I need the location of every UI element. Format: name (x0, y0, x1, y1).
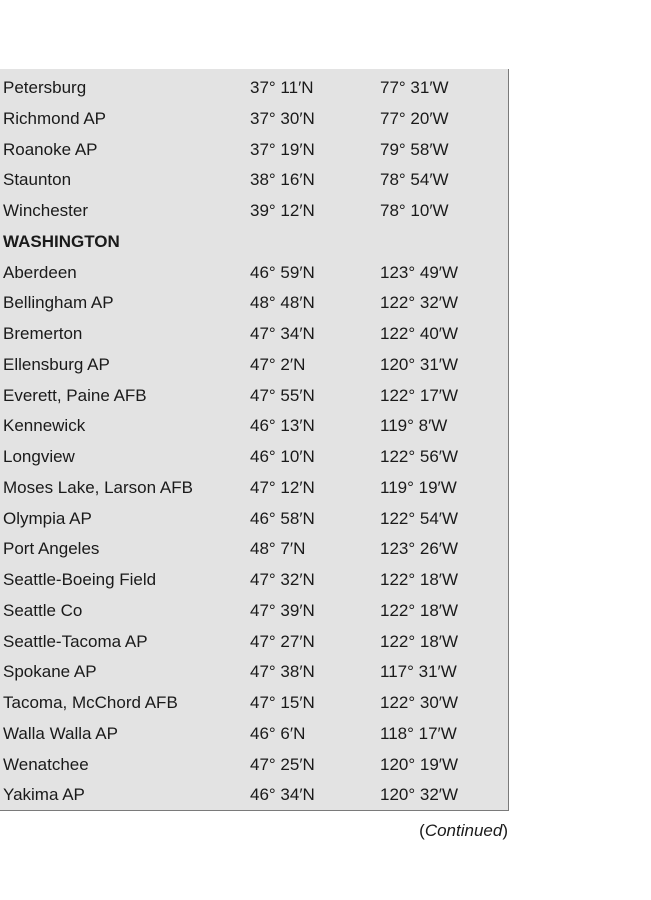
city-name: Petersburg (3, 78, 87, 97)
table-body (0, 73, 508, 811)
table-row (0, 350, 508, 381)
location-table (0, 69, 509, 811)
table-row (0, 688, 508, 719)
longitude-cell: 119° 8′W (380, 416, 448, 436)
longitude-cell: 122° 40′W (380, 324, 459, 343)
table-row (0, 534, 508, 565)
longitude-cell: 122° 18′W (380, 570, 459, 589)
longitude-cell: 123° 26′W (380, 539, 459, 559)
latitude-cell: 47° 12′N (250, 477, 315, 497)
longitude-cell: 122° 17′W (380, 385, 459, 405)
latitude-cell: 47° 2′N (250, 354, 306, 374)
latitude-cell: 47° 34′N (250, 324, 315, 343)
table-row (0, 135, 508, 166)
latitude-cell: 47° 25′N (250, 754, 315, 774)
city-name: Staunton (3, 170, 72, 190)
longitude-cell: 78° 54′W (380, 170, 449, 190)
table-row (0, 165, 508, 196)
latitude-cell: 39° 12′N (250, 201, 315, 220)
table-row (0, 381, 508, 412)
city-name: Longview (3, 447, 75, 466)
latitude-cell: 37° 11′N (250, 78, 314, 97)
table-row (0, 719, 508, 750)
latitude-cell: 47° 55′N (250, 385, 315, 405)
state-name: WASHINGTON (3, 231, 120, 251)
latitude-cell: 46° 13′N (250, 416, 315, 436)
table-row (0, 750, 508, 781)
city-name: Yakima AP (3, 785, 85, 805)
latitude-cell: 47° 38′N (250, 662, 315, 682)
longitude-cell: 123° 49′W (380, 262, 459, 282)
longitude-cell: 122° 32′W (380, 293, 459, 313)
table-row (0, 73, 508, 104)
city-name: Walla Walla AP (3, 723, 118, 743)
longitude-cell: 122° 56′W (380, 447, 459, 466)
table-row (0, 596, 508, 627)
continued-close-paren: ) (502, 821, 508, 840)
latitude-cell: 48° 48′N (250, 293, 315, 313)
table-row (0, 442, 508, 473)
table-row (0, 565, 508, 596)
city-name: Aberdeen (3, 262, 77, 282)
city-name: Seattle Co (3, 600, 83, 620)
latitude-cell: 47° 32′N (250, 570, 315, 589)
city-name: Port Angeles (3, 539, 100, 559)
longitude-cell: 122° 54′W (380, 508, 459, 528)
table-row (0, 288, 508, 319)
table-row (0, 780, 508, 811)
latitude-cell: 47° 39′N (250, 600, 315, 620)
table-row (0, 473, 508, 504)
latitude-cell: 37° 19′N (250, 139, 315, 159)
longitude-cell: 77° 31′W (380, 78, 449, 97)
longitude-cell: 120° 32′W (380, 785, 459, 805)
table-row (0, 319, 508, 350)
city-name: Wenatchee (3, 754, 89, 774)
city-name: Tacoma, McChord AFB (3, 693, 178, 712)
longitude-cell: 122° 30′W (380, 693, 459, 712)
latitude-cell: 46° 10′N (250, 447, 315, 466)
latitude-cell: 46° 59′N (250, 262, 315, 282)
longitude-cell: 79° 58′W (380, 139, 449, 159)
table-row (0, 258, 508, 289)
table-row (0, 504, 508, 535)
continued-open-paren: ( (419, 821, 425, 840)
table-row (0, 627, 508, 658)
city-name: Kennewick (3, 416, 86, 436)
continued-label: Continued (424, 821, 503, 840)
table-row (0, 104, 508, 135)
longitude-cell: 118° 17′W (380, 723, 457, 743)
table-row (0, 657, 508, 688)
longitude-cell: 122° 18′W (380, 631, 459, 651)
city-name: Roanoke AP (3, 139, 98, 159)
longitude-cell: 120° 19′W (380, 754, 459, 774)
city-name: Moses Lake, Larson AFB (3, 477, 193, 497)
table-row (0, 196, 508, 227)
continued-note (419, 820, 508, 842)
city-name: Ellensburg AP (3, 354, 110, 374)
latitude-cell: 37° 30′N (250, 108, 315, 128)
latitude-cell: 48° 7′N (250, 539, 306, 559)
city-name: Seattle-Boeing Field (3, 570, 157, 589)
state-header-row (0, 227, 508, 258)
longitude-cell: 117° 31′W (380, 662, 457, 682)
latitude-cell: 47° 27′N (250, 631, 315, 651)
city-name: Bremerton (3, 324, 83, 343)
city-name: Richmond AP (3, 108, 106, 128)
city-name: Seattle-Tacoma AP (3, 631, 148, 651)
table-row (0, 411, 508, 442)
longitude-cell: 78° 10′W (380, 201, 449, 220)
city-name: Olympia AP (3, 508, 92, 528)
city-name: Everett, Paine AFB (3, 385, 147, 405)
city-name: Winchester (3, 201, 89, 220)
longitude-cell: 77° 20′W (380, 108, 449, 128)
latitude-cell: 46° 34′N (250, 785, 315, 805)
latitude-cell: 46° 6′N (250, 723, 306, 743)
latitude-cell: 38° 16′N (250, 170, 315, 190)
latitude-cell: 47° 15′N (250, 693, 315, 712)
city-name: Spokane AP (3, 662, 97, 682)
longitude-cell: 122° 18′W (380, 600, 459, 620)
latitude-cell: 46° 58′N (250, 508, 315, 528)
longitude-cell: 120° 31′W (380, 354, 459, 374)
city-name: Bellingham AP (3, 293, 114, 313)
longitude-cell: 119° 19′W (380, 477, 457, 497)
